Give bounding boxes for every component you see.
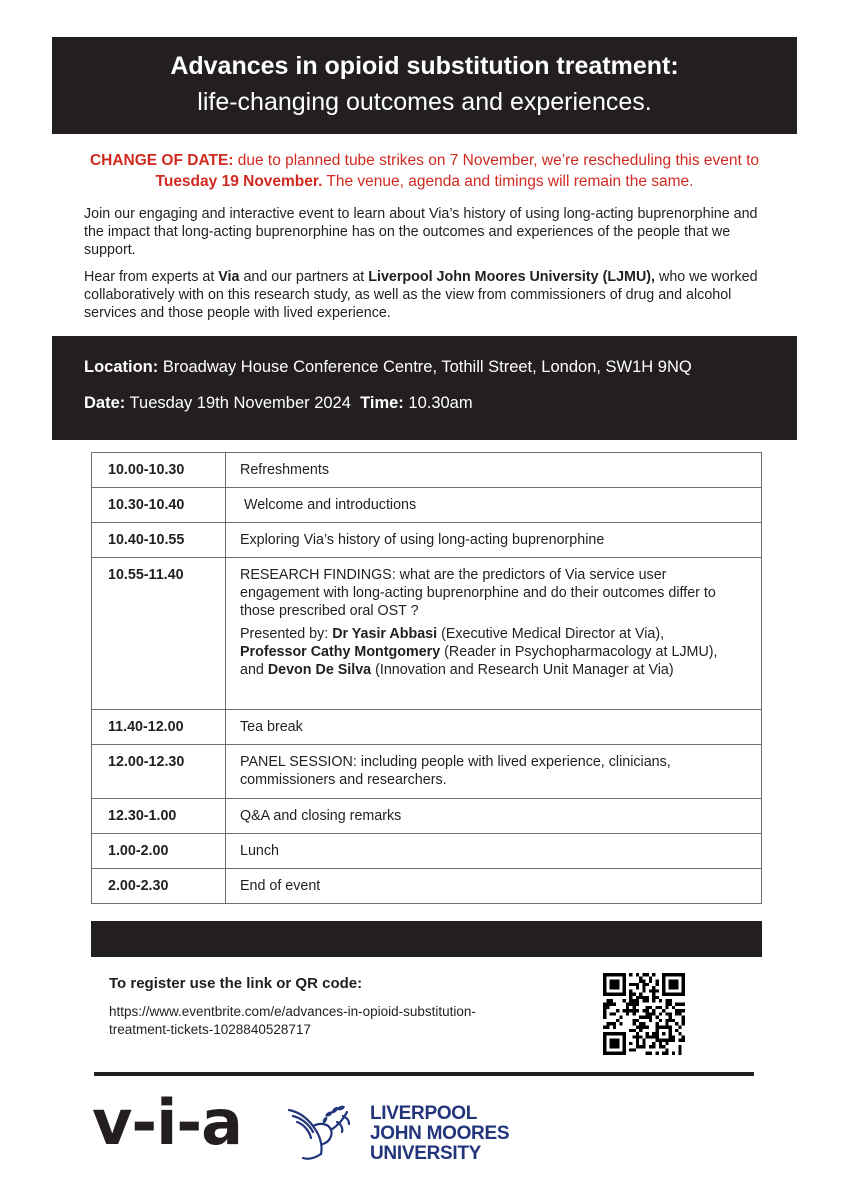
agenda-item: Q&A and closing remarks — [226, 799, 762, 834]
agenda-row — [92, 745, 762, 799]
agenda-row — [92, 799, 762, 834]
register-link-line2[interactable]: treatment-tickets-1028840528717 — [109, 1022, 311, 1037]
location-value: Broadway House Conference Centre, Tothill Street, London, SW1H 9NQ — [158, 358, 692, 376]
register-title: To register use the link or QR code: — [109, 975, 363, 992]
agenda-row — [92, 710, 762, 745]
agenda-item: PANEL SESSION: including people with lived experience, clinicians, commissioners and researchers. — [226, 745, 762, 799]
change-label: CHANGE OF DATE: — [89, 152, 234, 169]
presenter-name: Devon De Silva — [267, 662, 372, 678]
agenda-time: 1.00-2.00 — [92, 834, 226, 869]
agenda-time: 10.30-10.40 — [92, 488, 226, 523]
agenda-item — [226, 558, 762, 710]
date-value: Tuesday 19th November 2024 — [125, 394, 351, 412]
ljmu-bird-icon — [285, 1102, 353, 1164]
agenda-time: 11.40-12.00 — [92, 710, 226, 745]
event-title-banner — [52, 37, 797, 134]
agenda-time: 2.00-2.30 — [92, 869, 226, 904]
divider — [94, 1072, 754, 1076]
p2-text-2: and our partners at — [239, 269, 369, 285]
location-label: Location: — [84, 358, 159, 376]
agenda-item: Tea break — [226, 710, 762, 745]
ljmu-line2: JOHN MOORES — [370, 1123, 510, 1144]
location-row — [84, 358, 692, 377]
ljmu-logo-text — [370, 1104, 509, 1164]
agenda-time: 10.55-11.40 — [92, 558, 226, 710]
agenda-row — [92, 869, 762, 904]
agenda-item: Lunch — [226, 834, 762, 869]
agenda-table — [91, 452, 762, 904]
date-time-row — [84, 394, 473, 413]
ljmu-line3: UNIVERSITY — [370, 1143, 482, 1164]
agenda-time: 12.30-1.00 — [92, 799, 226, 834]
agenda-row — [92, 834, 762, 869]
presenter-role: (Executive Medical Director at Via), — [437, 626, 665, 642]
change-text-2: The venue, agenda and timings will remain the same. — [322, 173, 694, 190]
time-value: 10.30am — [403, 394, 473, 412]
presenters-and: and — [240, 662, 268, 678]
agenda-time: 10.00-10.30 — [92, 453, 226, 488]
agenda-row — [92, 523, 762, 558]
agenda-item: End of event — [226, 869, 762, 904]
footer-bar — [91, 921, 762, 957]
agenda-item: Exploring Via’s history of using long-acting buprenorphine — [226, 523, 762, 558]
via-logo: v-i-a — [92, 1086, 242, 1159]
date-label: Date: — [84, 394, 126, 412]
presenter-role: (Innovation and Research Unit Manager at Via) — [371, 662, 674, 678]
agenda-item: Welcome and introductions — [226, 488, 762, 523]
new-date: Tuesday 19 November. — [155, 173, 323, 190]
ljmu-line1: LIVERPOOL — [370, 1103, 478, 1124]
agenda-row — [92, 453, 762, 488]
time-label: Time: — [360, 394, 404, 412]
agenda-time: 10.40-10.55 — [92, 523, 226, 558]
p2-ljmu: Liverpool John Moores University (LJMU), — [368, 269, 656, 285]
agenda-item: Refreshments — [226, 453, 762, 488]
research-findings-text: RESEARCH FINDINGS: what are the predictors of Via service user engagement with long-acting buprenorphine and do their outcomes differ to those prescribed oral OST ? — [240, 567, 716, 619]
intro-paragraph-2 — [84, 268, 774, 322]
event-subtitle: life-changing outcomes and experiences. — [197, 88, 652, 116]
presenters — [240, 625, 749, 679]
qr-code[interactable] — [603, 973, 685, 1055]
p2-via: Via — [218, 269, 240, 285]
p2-text-1: Hear from experts at — [84, 269, 219, 285]
event-title: Advances in opioid substitution treatment: — [170, 52, 679, 80]
change-of-date-notice — [60, 150, 789, 192]
register-link-line1[interactable]: https://www.eventbrite.com/e/advances-in-opioid-substitution- — [109, 1004, 476, 1019]
change-text-1: due to planned tube strikes on 7 November, we’re rescheduling this event to — [233, 152, 760, 169]
presenter-role: (Reader in Psychopharmacology at LJMU), — [440, 644, 718, 660]
presenters-prefix: Presented by: — [240, 626, 333, 642]
agenda-row — [92, 558, 762, 710]
agenda-row — [92, 488, 762, 523]
event-info-box — [52, 336, 797, 440]
intro-paragraph-1: Join our engaging and interactive event to learn about Via’s history of using long-acting buprenorphine and the impact that long-acting buprenorphine has on the outcomes and experiences of the people that we support. — [84, 206, 758, 258]
agenda-time: 12.00-12.30 — [92, 745, 226, 799]
presenter-name: Professor Cathy Montgomery — [240, 644, 441, 660]
presenter-name: Dr Yasir Abbasi — [332, 626, 438, 642]
register-link[interactable] — [109, 1003, 579, 1039]
p2-text-3: who we worked collaboratively with on this research study, as well as the view from commissioners of drug and alcohol services and those people with lived experience. — [84, 269, 758, 321]
